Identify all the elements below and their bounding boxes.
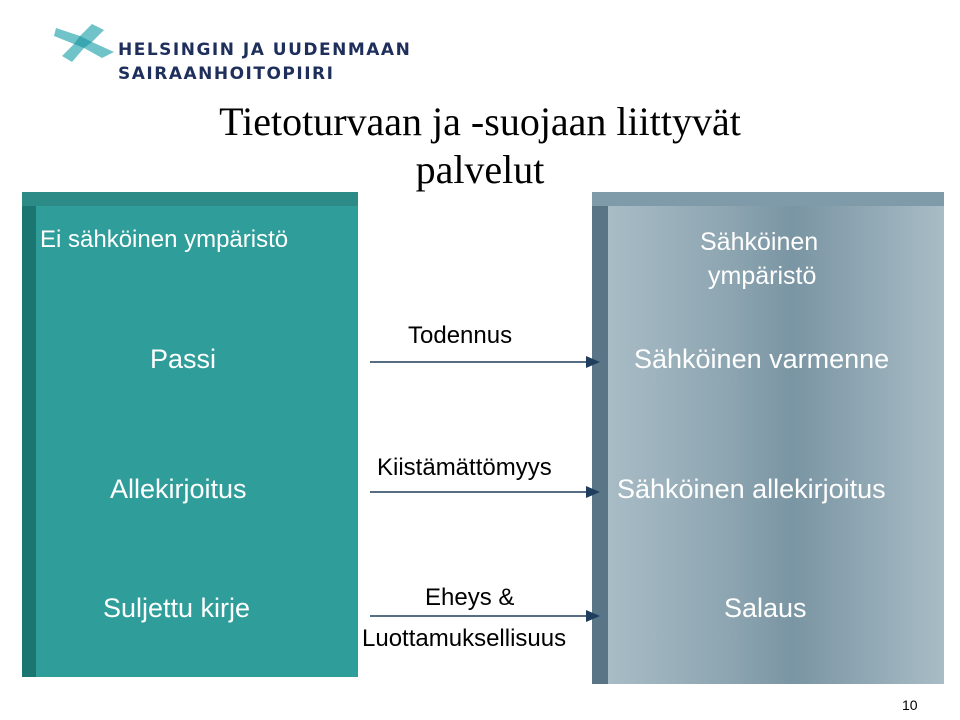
logo	[52, 18, 412, 88]
right-item-sahkoinen-allekirjoitus: Sähköinen allekirjoitus	[617, 474, 886, 504]
arrow-eheys	[370, 606, 600, 626]
left-item-passi: Passi	[150, 344, 217, 374]
page-number: 10	[902, 697, 918, 713]
slide-title	[130, 98, 830, 194]
left-item-suljettu-kirje: Suljettu kirje	[103, 593, 251, 623]
arrow-todennus	[370, 352, 600, 372]
right-item-salaus: Salaus	[724, 593, 807, 623]
arrow-kiistamattomyys	[370, 482, 600, 502]
right-panel-heading-line1: Sähköinen	[700, 228, 819, 256]
slide-title-line2: palvelut	[415, 147, 545, 192]
right-panel-heading-line2: ympäristö	[708, 262, 817, 290]
hus-cross-logo-icon	[52, 18, 122, 78]
middle-label-todennus: Todennus	[408, 322, 513, 349]
left-panel-top-face	[22, 192, 358, 206]
right-item-sahkoinen-varmenne: Sähköinen varmenne	[634, 344, 890, 374]
middle-label-eheys: Eheys &	[425, 584, 515, 611]
middle-label-luottamuksellisuus: Luottamuksellisuus	[362, 625, 567, 652]
left-item-allekirjoitus: Allekirjoitus	[110, 474, 247, 504]
middle-label-kiistamattomyys: Kiistämättömyys	[377, 454, 552, 481]
org-name-line1: HELSINGIN JA UUDENMAAN	[118, 40, 412, 60]
left-panel-heading: Ei sähköinen ympäristö	[40, 226, 289, 253]
slide-title-line1: Tietoturvaan ja -suojaan liittyvät	[219, 99, 741, 144]
org-name-line2: SAIRAANHOITOPIIRI	[118, 64, 335, 84]
right-panel-top-face	[592, 192, 944, 206]
left-panel-side-face	[22, 206, 36, 677]
